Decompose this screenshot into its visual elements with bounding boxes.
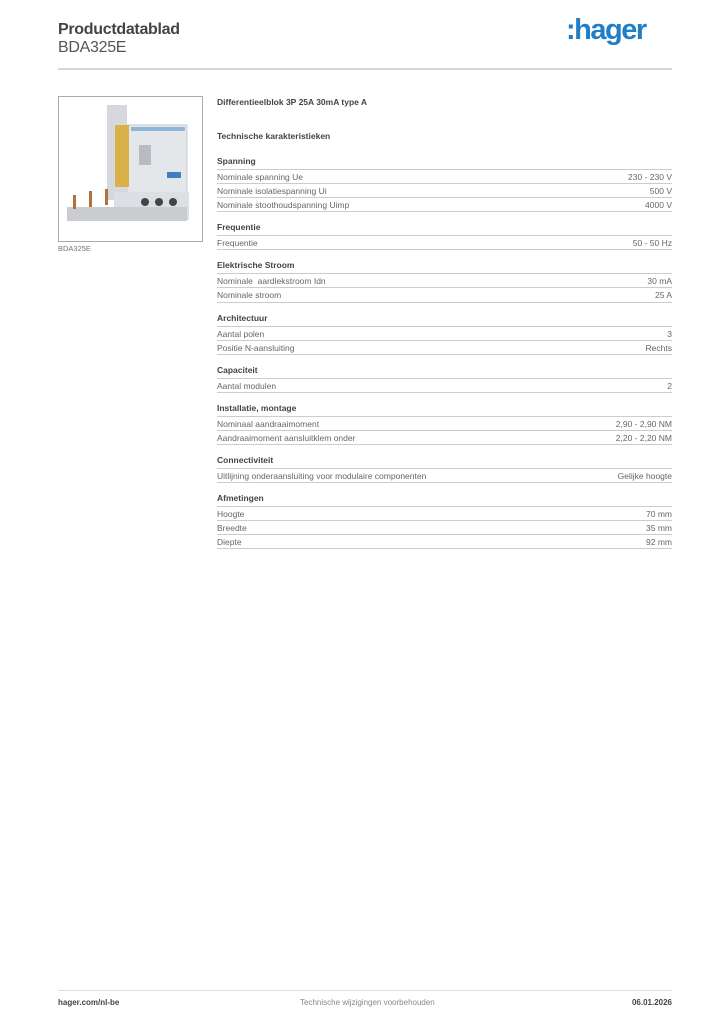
section-heading: Elektrische Stroom — [217, 258, 672, 274]
spec-row — [217, 431, 672, 445]
spec-row — [217, 379, 672, 393]
spec-label: Aantal polen — [217, 328, 265, 339]
footer-disclaimer: Technische wijzigingen voorbehouden — [300, 998, 435, 1007]
spec-row — [217, 535, 672, 549]
spec-section — [217, 220, 672, 250]
spec-value: 2,90 - 2,90 NM — [615, 418, 672, 429]
page-title: Productdatablad — [58, 21, 180, 38]
product-code: BDA325E — [58, 39, 127, 56]
spec-value: 230 - 230 V — [628, 172, 672, 182]
footer-website[interactable]: hager.com/nl-be — [58, 998, 120, 1007]
spec-row — [217, 521, 672, 535]
spec-row — [217, 274, 672, 288]
header-divider — [58, 68, 672, 70]
spec-label: Nominale isolatiespanning Ui — [217, 186, 327, 197]
spec-label: Nominale spanning Ue — [217, 172, 303, 182]
spec-label: Positie N-aansluiting — [217, 342, 295, 353]
spec-label: Uitlijning onderaansluiting voor modulaire componenten — [217, 471, 427, 482]
product-image — [58, 96, 203, 242]
spec-value: 3 — [667, 328, 672, 339]
spec-value: 92 mm — [646, 537, 672, 548]
spec-value: 25 A — [654, 290, 672, 301]
section-heading: Frequentie — [217, 220, 672, 236]
spec-section — [217, 311, 672, 355]
spec-label: Hoogte — [217, 509, 245, 520]
spec-row — [217, 507, 672, 521]
spec-row — [217, 236, 672, 250]
spec-label: Breedte — [217, 523, 247, 534]
spec-label: Nominale stroom — [217, 290, 282, 301]
spec-row — [217, 327, 672, 341]
spec-row — [217, 288, 672, 302]
spec-section — [217, 401, 672, 445]
spec-section — [217, 453, 672, 483]
spec-section — [217, 154, 672, 212]
spec-label: Frequentie — [217, 238, 258, 249]
spec-section — [217, 491, 672, 549]
spec-label: Diepte — [217, 537, 242, 548]
product-name: Differentieelblok 3P 25A 30mA type A — [217, 97, 368, 107]
spec-row — [217, 469, 672, 483]
spec-label: Aantal modulen — [217, 380, 277, 391]
spec-row — [217, 417, 672, 431]
spec-value: 30 mA — [647, 276, 672, 287]
section-heading: Capaciteit — [217, 363, 672, 379]
image-caption: BDA325E — [58, 244, 91, 253]
spec-label: Nominale aardlekstroom Idn — [217, 276, 326, 287]
spec-row — [217, 170, 672, 184]
spec-value: 500 V — [649, 186, 672, 197]
spec-value: 70 mm — [646, 509, 672, 520]
spec-value: 2,20 - 2,20 NM — [615, 432, 672, 443]
hager-logo: :hager — [566, 14, 646, 46]
spec-value: 35 mm — [646, 523, 672, 534]
spec-value: 2 — [667, 380, 672, 391]
footer-date: 06.01.2026 — [631, 998, 672, 1007]
tech-heading: Technische karakteristieken — [217, 131, 331, 141]
spec-value: 50 - 50 Hz — [632, 238, 672, 249]
spec-value: 4000 V — [645, 200, 672, 211]
section-heading: Architectuur — [217, 311, 672, 327]
spec-row — [217, 198, 672, 212]
section-heading: Installatie, montage — [217, 401, 672, 417]
spec-row — [217, 341, 672, 355]
footer-divider — [58, 990, 672, 991]
section-heading: Spanning — [217, 154, 672, 170]
spec-sections — [217, 154, 672, 557]
spec-label: Aandraaimoment aansluitklem onder — [217, 432, 356, 443]
spec-label: Nominale stoothoudspanning Uimp — [217, 200, 350, 211]
spec-value: Rechts — [645, 342, 672, 353]
spec-value: Gelijke hoogte — [617, 471, 672, 482]
spec-section — [217, 258, 672, 302]
spec-row — [217, 184, 672, 198]
section-heading: Connectiviteit — [217, 453, 672, 469]
spec-section — [217, 363, 672, 393]
section-heading: Afmetingen — [217, 491, 672, 507]
spec-label: Nominaal aandraaimoment — [217, 418, 320, 429]
